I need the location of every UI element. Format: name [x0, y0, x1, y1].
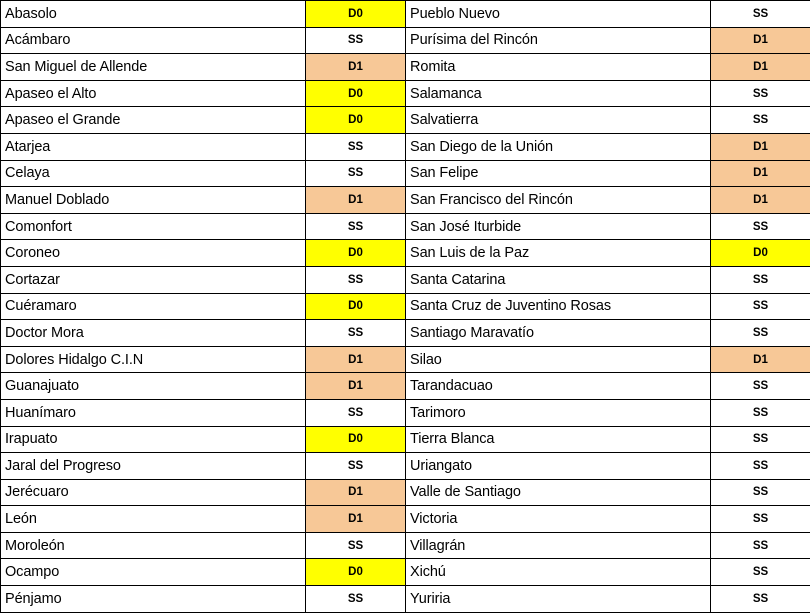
municipality-code-cell: SS — [711, 1, 810, 28]
municipality-code-cell: SS — [711, 506, 810, 533]
table-row — [406, 532, 810, 559]
municipality-table-right — [405, 0, 810, 613]
right-column-block — [405, 0, 810, 614]
table-row — [406, 506, 810, 533]
municipality-name-cell: Tierra Blanca — [406, 426, 711, 453]
municipality-code-cell: SS — [711, 586, 810, 613]
municipality-code-cell: D0 — [306, 293, 406, 320]
table-row — [406, 346, 810, 373]
municipality-name-cell: Xichú — [406, 559, 711, 586]
municipality-name-cell: San José Iturbide — [406, 213, 711, 240]
municipality-name-cell: Acámbaro — [1, 27, 306, 54]
municipality-name-cell: Santa Catarina — [406, 266, 711, 293]
municipality-name-cell: Salvatierra — [406, 107, 711, 134]
municipality-code-cell: SS — [306, 213, 406, 240]
municipality-name-cell: Pueblo Nuevo — [406, 1, 711, 28]
municipality-name-cell: Celaya — [1, 160, 306, 187]
table-body-right — [406, 1, 810, 613]
municipality-name-cell: Jerécuaro — [1, 479, 306, 506]
municipality-code-cell: D0 — [306, 107, 406, 134]
municipality-code-cell: SS — [711, 80, 810, 107]
municipality-name-cell: Doctor Mora — [1, 320, 306, 347]
table-row — [406, 213, 810, 240]
table-row — [406, 240, 810, 267]
municipality-name-cell: Guanajuato — [1, 373, 306, 400]
municipality-code-cell: SS — [711, 399, 810, 426]
table-row — [406, 107, 810, 134]
municipality-name-cell: Abasolo — [1, 1, 306, 28]
municipality-code-cell: SS — [306, 27, 406, 54]
municipality-name-cell: San Francisco del Rincón — [406, 187, 711, 214]
municipality-name-cell: Uriangato — [406, 453, 711, 480]
municipality-name-cell: Dolores Hidalgo C.I.N — [1, 346, 306, 373]
municipality-code-cell: D1 — [306, 506, 406, 533]
table-row — [1, 133, 406, 160]
table-row — [1, 266, 406, 293]
municipality-name-cell: Pénjamo — [1, 586, 306, 613]
municipality-code-cell: SS — [711, 213, 810, 240]
municipality-code-cell: D1 — [306, 187, 406, 214]
table-row — [406, 80, 810, 107]
municipality-name-cell: Jaral del Progreso — [1, 453, 306, 480]
municipality-code-cell: D1 — [711, 187, 810, 214]
municipality-name-cell: Romita — [406, 54, 711, 81]
municipality-name-cell: Cortazar — [1, 266, 306, 293]
municipality-code-cell: D0 — [306, 559, 406, 586]
municipality-code-cell: D1 — [306, 479, 406, 506]
municipality-code-cell: SS — [306, 160, 406, 187]
table-row — [1, 559, 406, 586]
table-row — [1, 506, 406, 533]
municipality-name-cell: Tarimoro — [406, 399, 711, 426]
table-row — [1, 160, 406, 187]
table-row — [1, 320, 406, 347]
municipality-name-cell: León — [1, 506, 306, 533]
table-row — [1, 453, 406, 480]
municipality-code-cell: SS — [306, 266, 406, 293]
table-row — [1, 532, 406, 559]
table-row — [406, 27, 810, 54]
table-row — [1, 213, 406, 240]
table-row — [406, 266, 810, 293]
municipality-code-cell: SS — [711, 373, 810, 400]
municipality-code-cell: D0 — [306, 240, 406, 267]
municipality-code-cell: D0 — [306, 426, 406, 453]
municipality-name-cell: Irapuato — [1, 426, 306, 453]
municipality-name-cell: Victoria — [406, 506, 711, 533]
table-row — [1, 293, 406, 320]
municipality-name-cell: San Luis de la Paz — [406, 240, 711, 267]
municipality-code-cell: SS — [711, 532, 810, 559]
municipality-name-cell: San Diego de la Unión — [406, 133, 711, 160]
municipality-code-cell: SS — [306, 399, 406, 426]
municipality-code-cell: SS — [711, 266, 810, 293]
municipality-code-cell: SS — [306, 453, 406, 480]
municipality-code-cell: SS — [711, 426, 810, 453]
table-row — [406, 187, 810, 214]
municipality-code-cell: D0 — [306, 80, 406, 107]
municipality-name-cell: Purísima del Rincón — [406, 27, 711, 54]
table-row — [1, 187, 406, 214]
table-row — [1, 479, 406, 506]
municipality-code-cell: D1 — [711, 54, 810, 81]
municipality-name-cell: Atarjea — [1, 133, 306, 160]
municipality-code-cell: SS — [711, 453, 810, 480]
table-row — [1, 107, 406, 134]
table-row — [406, 399, 810, 426]
municipality-code-cell: D0 — [306, 1, 406, 28]
table-row — [406, 320, 810, 347]
table-row — [1, 586, 406, 613]
table-row — [1, 80, 406, 107]
table-row — [406, 453, 810, 480]
table-row — [1, 399, 406, 426]
municipality-name-cell: Apaseo el Alto — [1, 80, 306, 107]
municipality-name-cell: Moroleón — [1, 532, 306, 559]
table-row — [406, 293, 810, 320]
table-row — [1, 373, 406, 400]
municipality-code-cell: D1 — [711, 160, 810, 187]
table-row — [406, 133, 810, 160]
table-row — [406, 586, 810, 613]
table-row — [1, 426, 406, 453]
table-row — [406, 479, 810, 506]
municipality-code-cell: D1 — [306, 373, 406, 400]
table-row — [1, 27, 406, 54]
table-row — [406, 559, 810, 586]
municipality-name-cell: Tarandacuao — [406, 373, 711, 400]
table-row — [406, 426, 810, 453]
municipality-name-cell: Valle de Santiago — [406, 479, 711, 506]
municipality-name-cell: Santiago Maravatío — [406, 320, 711, 347]
municipality-code-cell: D1 — [711, 27, 810, 54]
municipality-name-cell: Salamanca — [406, 80, 711, 107]
municipality-name-cell: Villagrán — [406, 532, 711, 559]
municipality-code-cell: SS — [711, 559, 810, 586]
municipality-name-cell: Ocampo — [1, 559, 306, 586]
municipality-name-cell: San Felipe — [406, 160, 711, 187]
table-row — [406, 373, 810, 400]
table-row — [1, 346, 406, 373]
municipality-code-cell: D1 — [306, 54, 406, 81]
table-row — [406, 160, 810, 187]
table-body-left — [1, 1, 406, 613]
municipality-name-cell: San Miguel de Allende — [1, 54, 306, 81]
municipality-name-cell: Cuéramaro — [1, 293, 306, 320]
table-row — [406, 54, 810, 81]
municipality-code-cell: D1 — [711, 133, 810, 160]
municipality-code-cell: SS — [711, 293, 810, 320]
table-row — [1, 240, 406, 267]
municipality-code-cell: SS — [306, 532, 406, 559]
municipality-code-cell: D0 — [711, 240, 810, 267]
municipality-name-cell: Yuriria — [406, 586, 711, 613]
municipality-code-cell: D1 — [306, 346, 406, 373]
table-row — [1, 1, 406, 28]
municipality-code-cell: SS — [711, 320, 810, 347]
municipality-code-cell: SS — [711, 107, 810, 134]
municipality-code-cell: D1 — [711, 346, 810, 373]
table-row — [406, 1, 810, 28]
municipality-name-cell: Huanímaro — [1, 399, 306, 426]
municipality-name-cell: Manuel Doblado — [1, 187, 306, 214]
municipality-name-cell: Silao — [406, 346, 711, 373]
municipality-name-cell: Comonfort — [1, 213, 306, 240]
municipality-code-cell: SS — [711, 479, 810, 506]
municipality-code-cell: SS — [306, 320, 406, 347]
table-row — [1, 54, 406, 81]
municipality-name-cell: Coroneo — [1, 240, 306, 267]
municipality-name-cell: Apaseo el Grande — [1, 107, 306, 134]
municipality-code-cell: SS — [306, 133, 406, 160]
municipality-code-cell: SS — [306, 586, 406, 613]
municipality-name-cell: Santa Cruz de Juventino Rosas — [406, 293, 711, 320]
